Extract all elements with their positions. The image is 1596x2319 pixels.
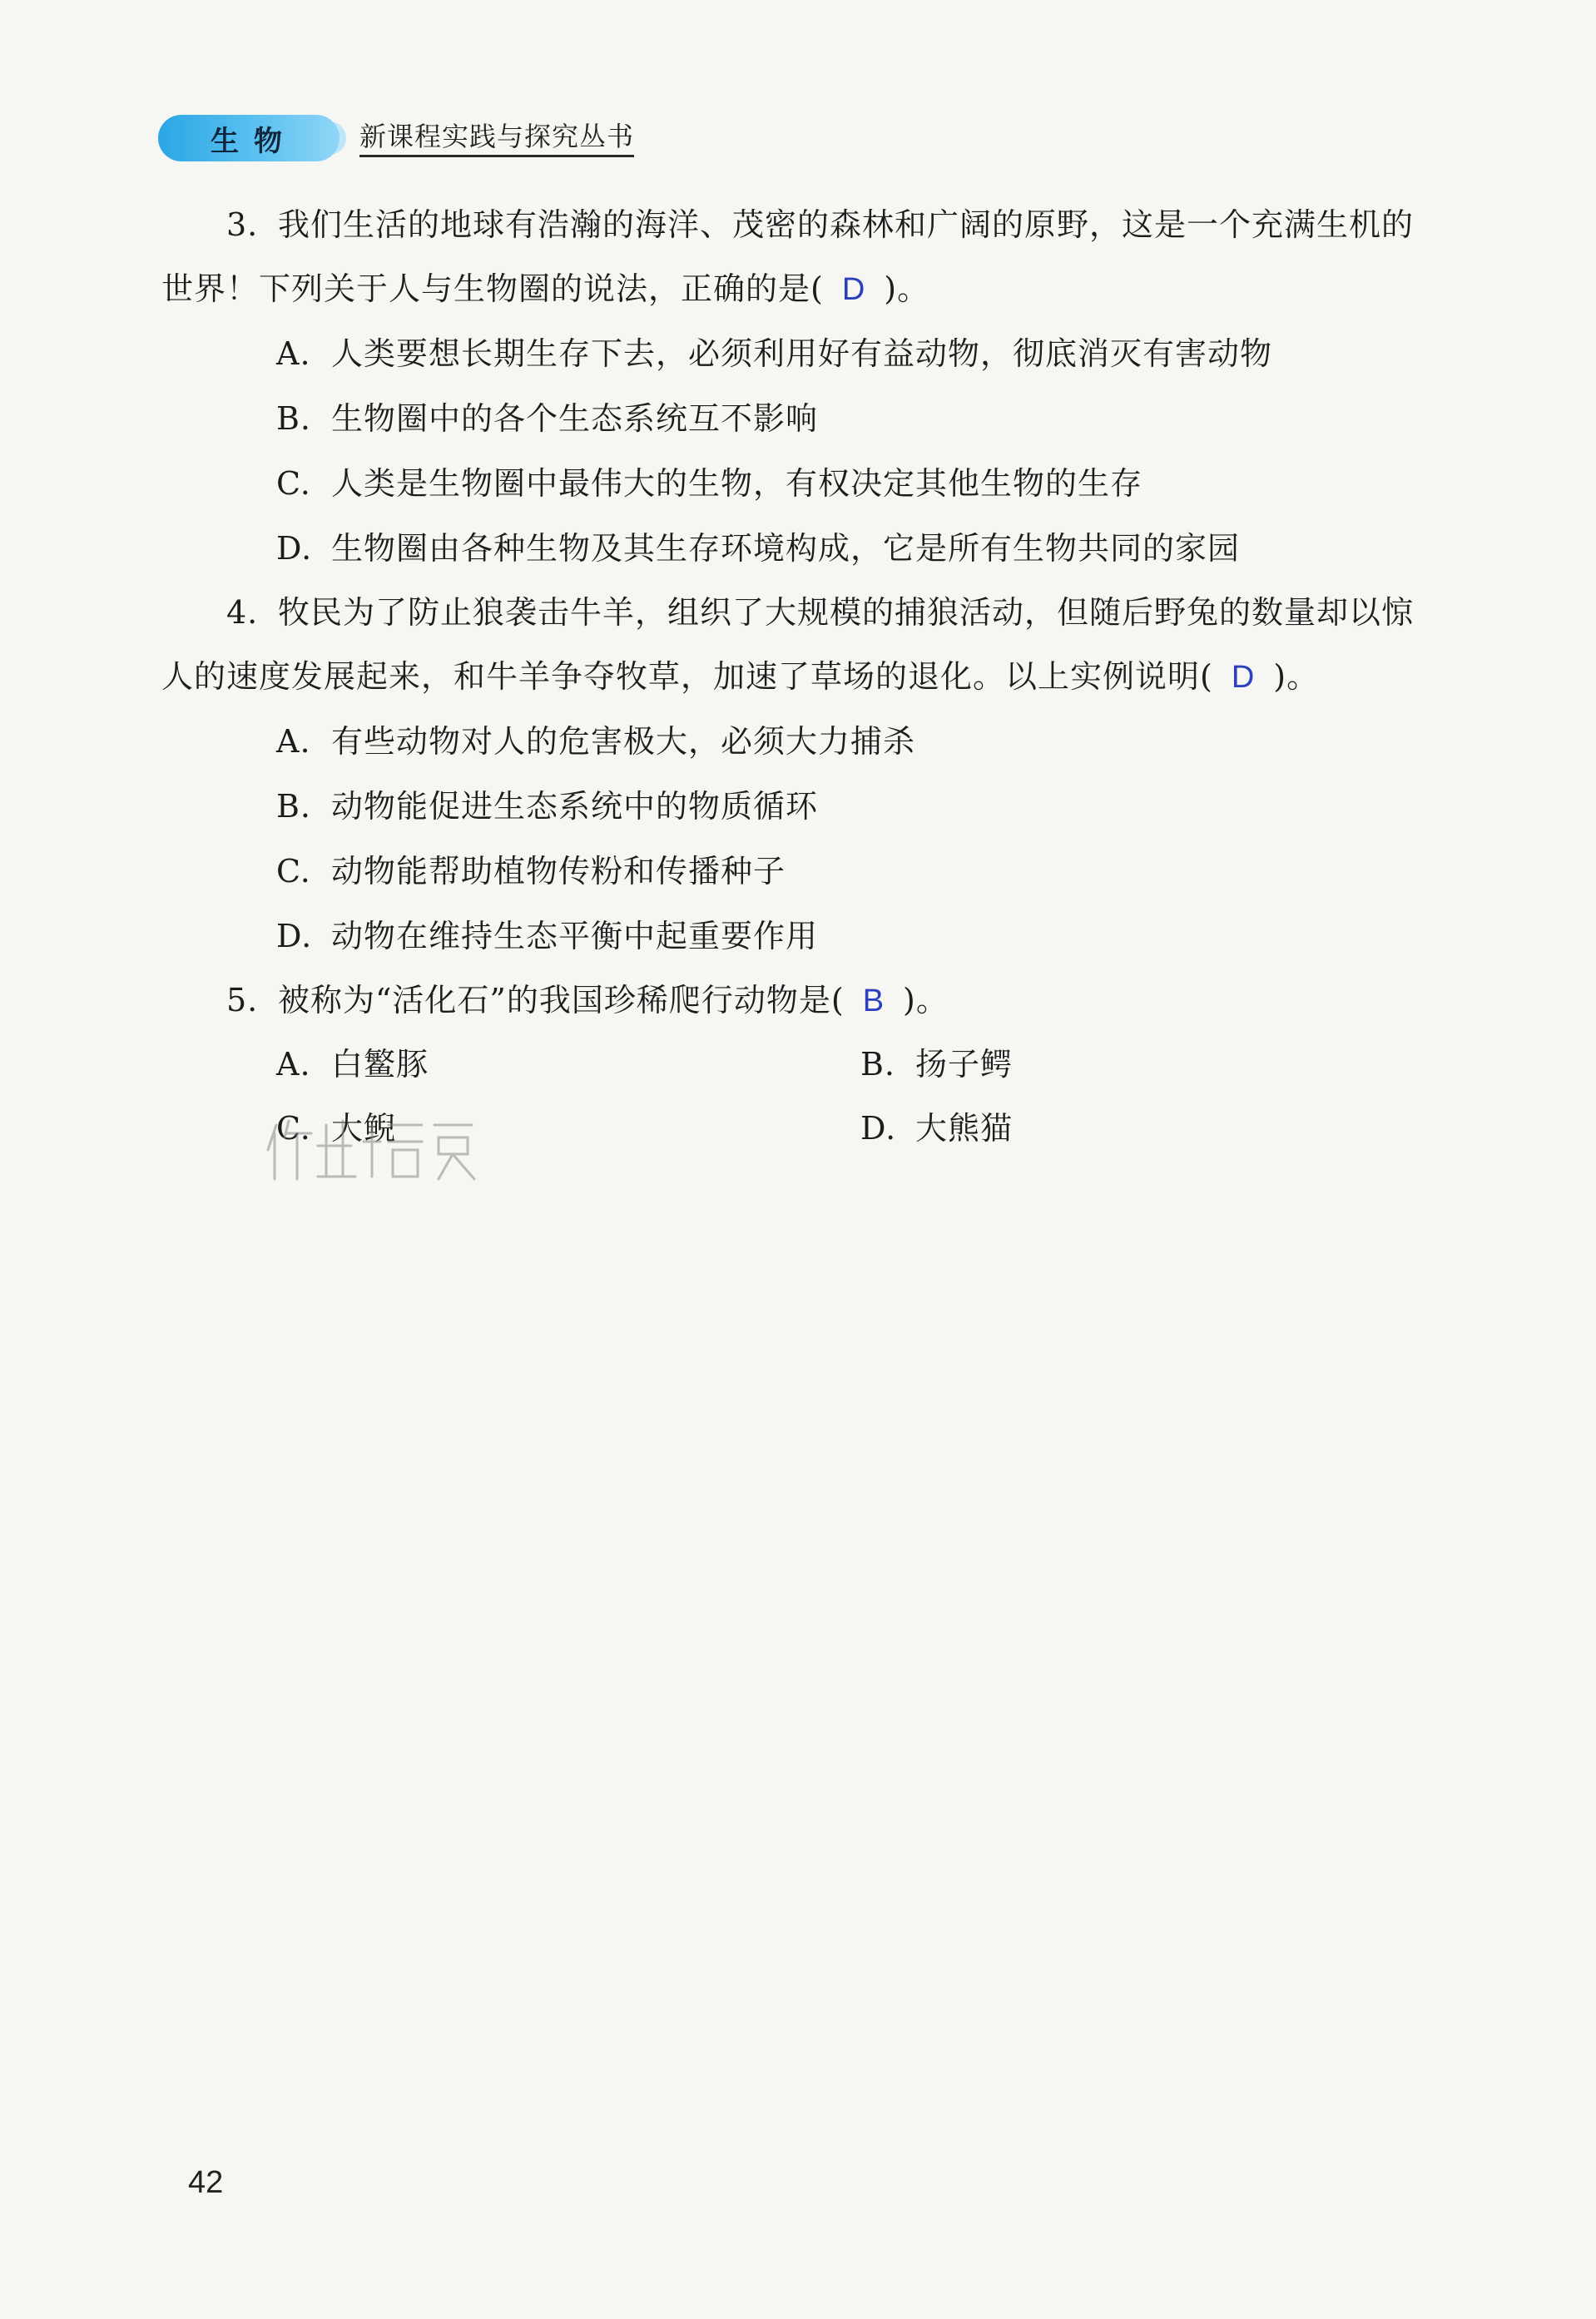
page-header: [158, 115, 634, 161]
option-letter: D.: [276, 918, 313, 954]
option-text: 白鳘豚: [331, 1046, 429, 1083]
option-item: [276, 721, 915, 762]
option-letter: B.: [276, 400, 312, 437]
option-text: 动物能帮助植物传粉和传播种子: [331, 853, 786, 889]
question-text: 牧民为了防止狼袭击牛羊，组织了大规模的捕狼活动，但随后野兔的数量却以惊: [278, 594, 1415, 631]
subject-tab: [158, 115, 340, 161]
option-letter: D.: [860, 1110, 897, 1147]
option-text: 动物能促进生态系统中的物质循环: [331, 788, 819, 825]
option-letter: C.: [276, 1110, 311, 1147]
option-letter: C.: [276, 465, 311, 502]
question-number: 4.: [226, 594, 259, 631]
question-text-end: )。: [884, 270, 930, 307]
option-item: [860, 1043, 1013, 1085]
option-letter: C.: [276, 853, 311, 889]
question-text: 我们生活的地球有浩瀚的海洋、茂密的森林和广阔的原野，这是一个充满生机的: [278, 206, 1415, 243]
question-3-line-2: [161, 268, 929, 310]
option-text: 动物在维持生态平衡中起重要作用: [331, 918, 819, 954]
option-item: [860, 1107, 1013, 1149]
option-letter: A.: [276, 335, 311, 372]
option-letter: B.: [860, 1046, 896, 1083]
page-number: 42: [188, 2165, 224, 2200]
option-item: [276, 915, 818, 957]
question-text: 世界！下列关于人与生物圈的说法，正确的是(: [161, 270, 824, 307]
option-letter: A.: [276, 1046, 311, 1083]
question-text: 人的速度发展起来，和牛羊争夺牧草，加速了草场的退化。以上实例说明(: [161, 658, 1213, 695]
option-letter: D.: [276, 530, 313, 567]
question-text-end: )。: [903, 982, 949, 1018]
answer-mark: D: [841, 272, 866, 307]
option-item: [276, 850, 786, 892]
question-4-line-1: [226, 592, 1414, 633]
option-text: 大鲵: [331, 1110, 397, 1147]
subject-label: 生物: [211, 124, 297, 158]
option-letter: A.: [276, 723, 311, 760]
question-number: 5.: [226, 982, 259, 1018]
option-text: 人类要想长期生存下去，必须利用好有益动物，彻底消灭有害动物: [331, 335, 1273, 372]
option-text: 有些动物对人的危害极大，必须大力捕杀: [331, 723, 916, 760]
option-text: 生物圈中的各个生态系统互不影响: [331, 400, 819, 437]
question-number: 3.: [226, 206, 259, 243]
series-title: 新课程实践与探究丛书: [359, 120, 634, 157]
answer-mark: B: [862, 984, 885, 1018]
option-item: [276, 333, 1272, 374]
option-item: [276, 463, 1142, 504]
option-item: [276, 785, 818, 827]
option-text: 大熊猫: [915, 1110, 1014, 1147]
question-4-line-2: [161, 656, 1319, 698]
option-item: [276, 398, 818, 439]
option-item: [276, 1043, 429, 1085]
question-5-line-1: [226, 979, 949, 1022]
option-item: [276, 528, 1240, 569]
option-text: 生物圈由各种生物及其生存环境构成，它是所有生物共同的家园: [331, 530, 1241, 567]
watermark-logo: [260, 1100, 484, 1192]
question-3-line-1: [226, 204, 1414, 245]
option-letter: B.: [276, 788, 312, 825]
question-text-end: )。: [1273, 658, 1320, 695]
answer-mark: D: [1231, 660, 1256, 695]
option-text: 人类是生物圈中最伟大的生物，有权决定其他生物的生存: [331, 465, 1143, 502]
option-text: 扬子鳄: [915, 1046, 1014, 1083]
question-text: 被称为“活化石”的我国珍稀爬行动物是(: [278, 982, 845, 1018]
